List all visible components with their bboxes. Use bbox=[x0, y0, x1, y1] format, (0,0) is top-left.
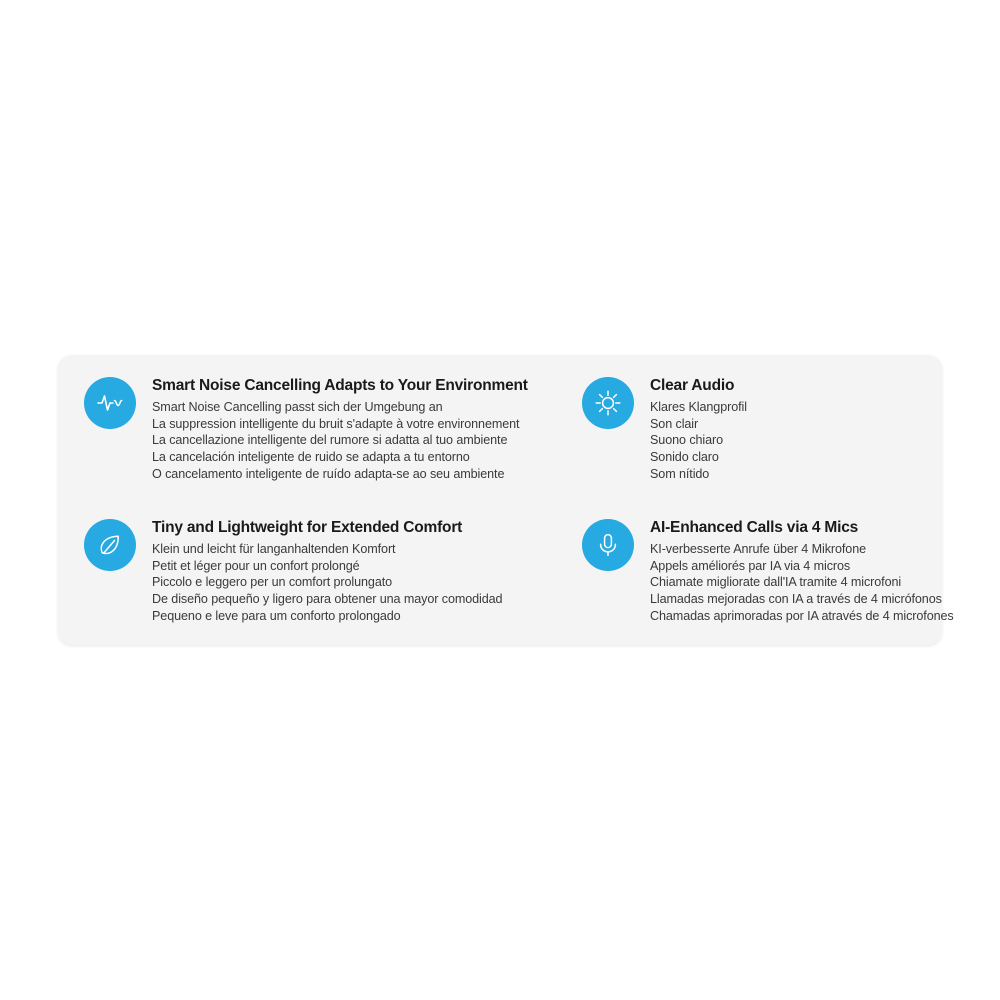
feature-line: Klein und leicht für langanhaltenden Komfort bbox=[152, 541, 396, 556]
feature-text bbox=[152, 517, 502, 624]
feature-line: Suono chiaro bbox=[650, 433, 724, 448]
feature-line: La suppression intelligente du bruit s'adapte à votre environnement bbox=[152, 416, 520, 431]
feature-line: Piccolo e leggero per un comfort prolungato bbox=[152, 575, 393, 590]
feature-line: KI-verbesserte Anrufe über 4 Mikrofone bbox=[650, 541, 867, 556]
feature-line: Appels améliorés par IA via 4 micros bbox=[650, 558, 851, 573]
feature-title: Tiny and Lightweight for Extended Comfort bbox=[152, 519, 463, 536]
feature-line: De diseño pequeño y ligero para obtener una mayor comodidad bbox=[152, 592, 503, 607]
feature-translations bbox=[650, 541, 954, 625]
feature-title: AI-Enhanced Calls via 4 Mics bbox=[650, 519, 859, 536]
feature-line: Smart Noise Cancelling passt sich der Umgebung an bbox=[152, 399, 443, 414]
feature-title: Smart Noise Cancelling Adapts to Your Environment bbox=[152, 377, 528, 394]
feature-line: Chiamate migliorate dall'IA tramite 4 microfoni bbox=[650, 575, 902, 590]
feature-line: Chamadas aprimoradas por IA através de 4 microfones bbox=[650, 608, 954, 623]
feature-line: O cancelamento inteligente de ruído adapta-se ao seu ambiente bbox=[152, 466, 505, 481]
feature-item-smart-noise-cancelling bbox=[84, 375, 574, 517]
feature-translations bbox=[152, 399, 528, 483]
feature-translations bbox=[650, 399, 747, 483]
microphone-icon bbox=[582, 519, 634, 571]
feature-line: Petit et léger pour un confort prolongé bbox=[152, 558, 360, 573]
feature-item-clear-audio bbox=[574, 375, 968, 517]
features-grid bbox=[58, 355, 954, 645]
waveform-icon bbox=[84, 377, 136, 429]
feature-line: La cancelación inteligente de ruido se adapta a tu entorno bbox=[152, 450, 470, 465]
feature-text bbox=[650, 375, 747, 482]
feature-line: La cancellazione intelligente del rumore si adatta al tuo ambiente bbox=[152, 433, 508, 448]
feature-text bbox=[650, 517, 954, 624]
feature-line: Klares Klangprofil bbox=[650, 399, 747, 414]
feature-text bbox=[152, 375, 528, 482]
leaf-icon bbox=[84, 519, 136, 571]
feature-item-tiny-lightweight bbox=[84, 517, 574, 665]
feature-item-ai-enhanced-calls bbox=[574, 517, 968, 665]
feature-line: Som nítido bbox=[650, 466, 710, 481]
feature-line: Llamadas mejoradas con IA a través de 4 micrófonos bbox=[650, 592, 942, 607]
feature-line: Son clair bbox=[650, 416, 699, 431]
feature-title: Clear Audio bbox=[650, 377, 735, 394]
feature-line: Sonido claro bbox=[650, 450, 719, 465]
sun-burst-icon bbox=[582, 377, 634, 429]
feature-line: Pequeno e leve para um conforto prolongado bbox=[152, 608, 401, 623]
product-feature-label-card bbox=[58, 355, 954, 645]
feature-translations bbox=[152, 541, 502, 625]
